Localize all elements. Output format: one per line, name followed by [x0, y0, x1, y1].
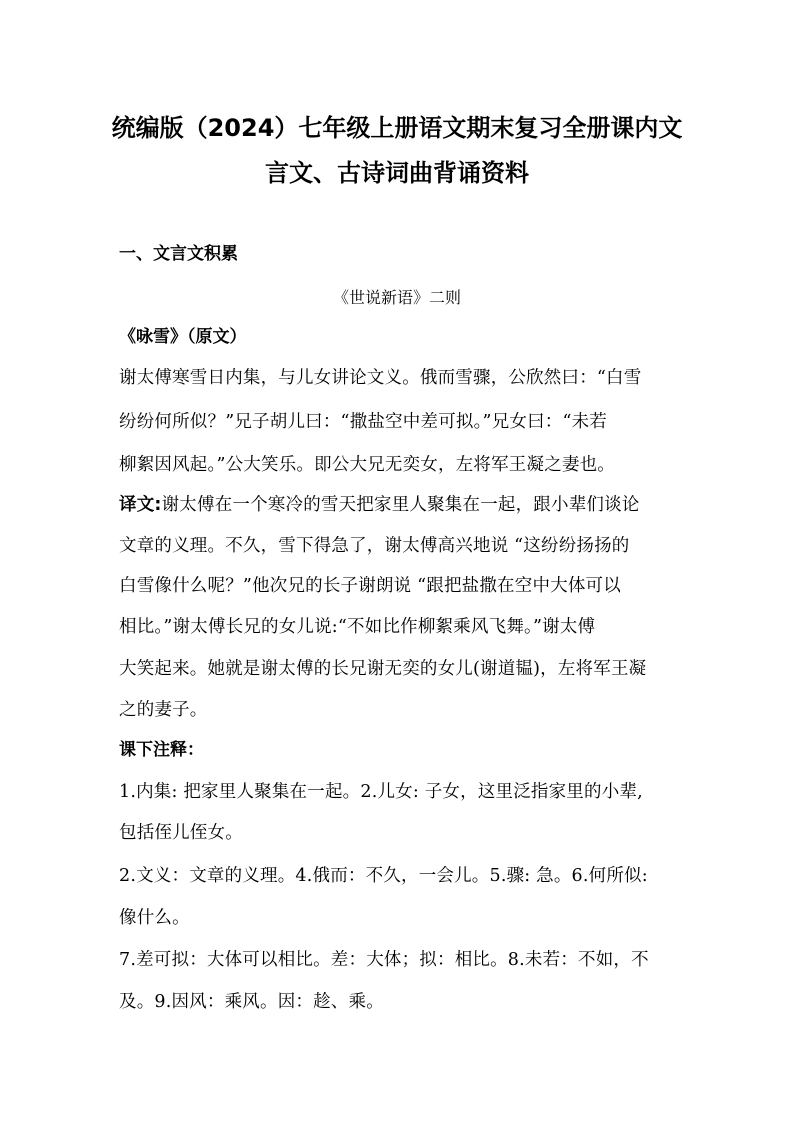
notes-heading: 课下注释：: [119, 740, 204, 760]
document-title-line-2: 言文、古诗词曲背诵资料: [265, 159, 529, 187]
note-line: 包括侄儿侄女。: [119, 823, 243, 843]
note-line: 1.内集: 把家里人聚集在一起。2.儿女: 子女，这里泛指家里的小辈,: [119, 782, 643, 802]
note-line: 7.差可拟：大体可以相比。差：大体；拟：相比。8.未若：不如，不: [119, 950, 649, 970]
original-text-line: 柳絮因风起。”公大笑乐。即公大兄无奕女，左将军王凝之妻也。: [119, 455, 615, 475]
translation-line: 白雪像什么呢？”他次兄的长子谢朗说 “跟把盐撒在空中大体可以: [119, 576, 621, 596]
note-line: 2.文义：文章的义理。4.俄而：不久，一会儿。5.骤: 急。6.何所似:: [119, 866, 648, 886]
document-title-line-1: 统编版（2024）七年级上册语文期末复习全册课内文: [111, 114, 683, 142]
translation-line-first: [119, 492, 640, 518]
translation-line: 之的妻子。: [119, 700, 208, 720]
note-line: 像什么。: [119, 908, 190, 928]
note-line: 及。9.因风：乘风。因：趁、乘。: [119, 992, 384, 1012]
original-text-line: 纷纷何所似？”兄子胡儿曰：“撒盐空中差可拟。”兄女曰：“未若: [119, 412, 608, 432]
piece-heading: 《咏雪》（原文）: [119, 327, 247, 347]
lesson-title: 《世说新语》二则: [332, 288, 461, 307]
original-text-line: 谢太傅寒雪日内集，与儿女讲论文义。俄而雪骤，公欣然曰：“白雪: [119, 368, 642, 388]
translation-line: 大笑起来。她就是谢太傅的长兄谢无奕的女儿(谢道韫)，左将军王凝: [119, 659, 647, 679]
section-heading: 一、文言文积累: [119, 244, 238, 264]
translation-line: 文章的义理。不久，雪下得急了，谢太傅高兴地说 “这纷纷扬扬的: [119, 536, 630, 556]
translation-text: 谢太傅在一个寒冷的雪天把家里人聚集在一起，跟小辈们谈论: [161, 495, 640, 515]
translation-label: 译文:: [119, 495, 162, 515]
translation-line: 相比。”谢太傅长兄的女儿说:“不如比作柳絮乘风飞舞。”谢太傅: [119, 617, 596, 637]
